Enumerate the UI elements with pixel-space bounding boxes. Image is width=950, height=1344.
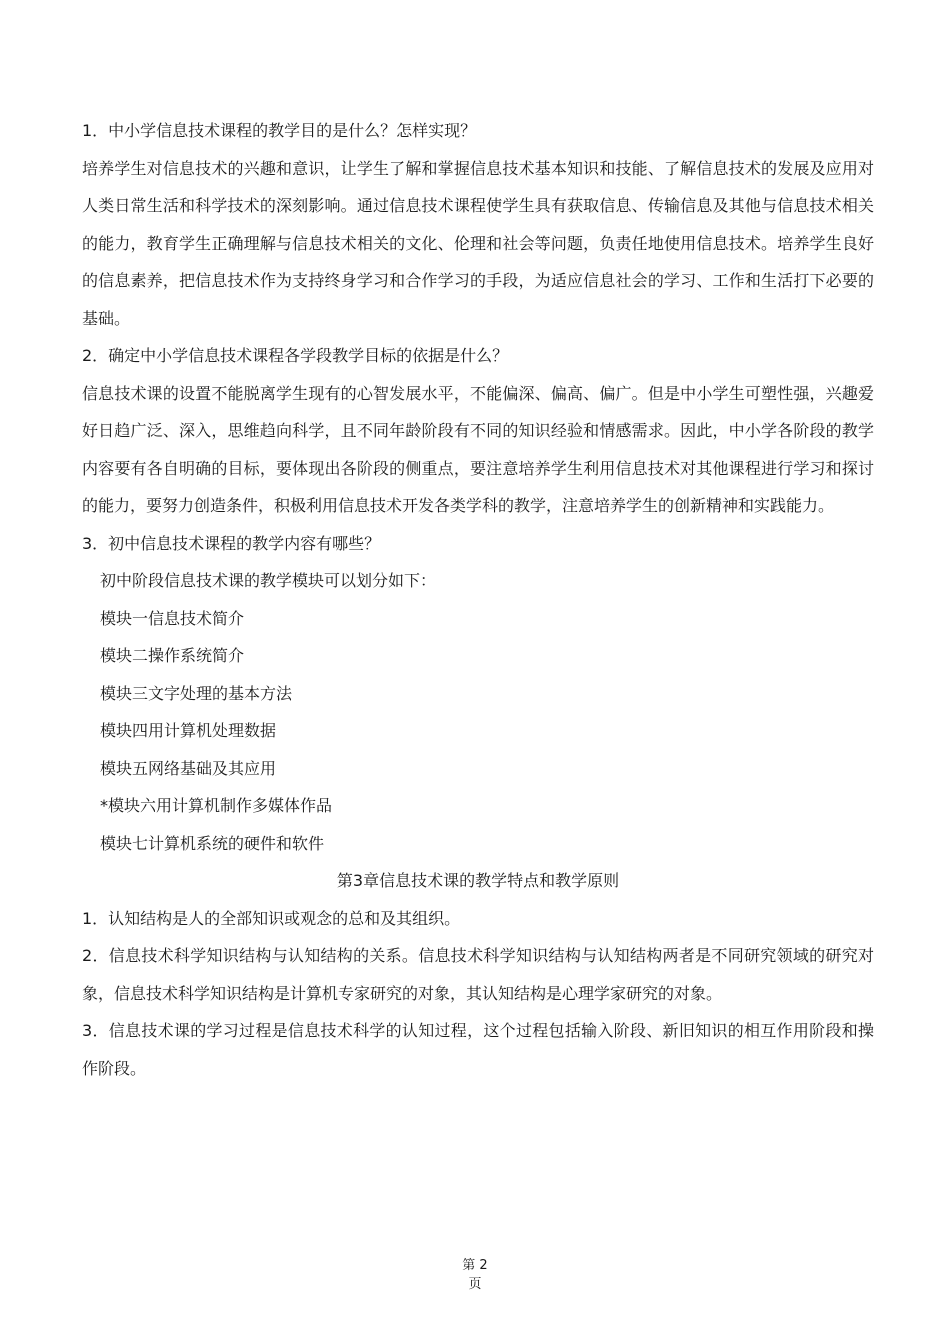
question-1: 1．中小学信息技术课程的教学目的是什么？怎样实现？ xyxy=(82,121,477,140)
chapter-point-1: 1．认知结构是人的全部知识或观念的总和及其组织。 xyxy=(82,908,461,928)
answer-2: 信息技术课的设置不能脱离学生现有的心智发展水平，不能偏深、偏高、偏广。但是中小学生可塑性强，兴趣爱好日趋广泛、深入，思维趋向科学，且不同年龄阶段有不同的知识经验和情感需求。因此，中小学各阶段的教学内容要有各自明确的目标，要体现出各阶段的侧重点，要注意培养学生利用信息技术对其他课程进行学习和探讨的能力，要努力创造条件，积极利用信息技术开发各类学科的教学，注意培养学生的创新精神和实践能力。 xyxy=(82,383,874,515)
document-body xyxy=(82,112,874,1087)
module-item: 模块一信息技术简介 xyxy=(100,608,245,628)
module-item: 模块七计算机系统的硬件和软件 xyxy=(100,833,325,853)
module-item: 模块五网络基础及其应用 xyxy=(100,758,277,778)
question-3: 3．初中信息技术课程的教学内容有哪些？ xyxy=(82,533,381,553)
modules-intro: 初中阶段信息技术课的教学模块可以划分如下： xyxy=(100,571,437,590)
answer-1: 培养学生对信息技术的兴趣和意识，让学生了解和掌握信息技术基本知识和技能、了解信息技术的发展及应用对人类日常生活和科学技术的深刻影响。通过信息技术课程使学生具有获取信息、传输信息及其他与信息技术相关的能力，教育学生正确理解与信息技术相关的文化、伦理和社会等问题，负责任地使用信息技术。培养学生良好的信息素养，把信息技术作为支持终身学习和合作学习的手段，为适应信息社会的学习、工作和生活打下必要的基础。 xyxy=(82,158,874,328)
page-number xyxy=(0,1256,950,1294)
question-2: 2．确定中小学信息技术课程各学段教学目标的依据是什么？ xyxy=(82,346,509,365)
page-number-unit: 页 xyxy=(468,1277,482,1292)
page-number-line: 第 2 xyxy=(462,1258,488,1273)
module-item: *模块六用计算机制作多媒体作品 xyxy=(100,796,333,815)
chapter-point-2: 2．信息技术科学知识结构与认知结构的关系。信息技术科学知识结构与认知结构两者是不同研究领域的研究对象，信息技术科学知识结构是计算机专家研究的对象，其认知结构是心理学家研究的对象。 xyxy=(82,946,874,1003)
chapter-title: 第3章信息技术课的教学特点和教学原则 xyxy=(336,871,620,890)
module-item: 模块四用计算机处理数据 xyxy=(100,721,277,740)
module-item: 模块三文字处理的基本方法 xyxy=(100,683,293,703)
chapter-point-3: 3．信息技术课的学习过程是信息技术科学的认知过程，这个过程包括输入阶段、新旧知识的相互作用阶段和操作阶段。 xyxy=(82,1021,874,1078)
module-item: 模块二操作系统简介 xyxy=(100,646,245,665)
